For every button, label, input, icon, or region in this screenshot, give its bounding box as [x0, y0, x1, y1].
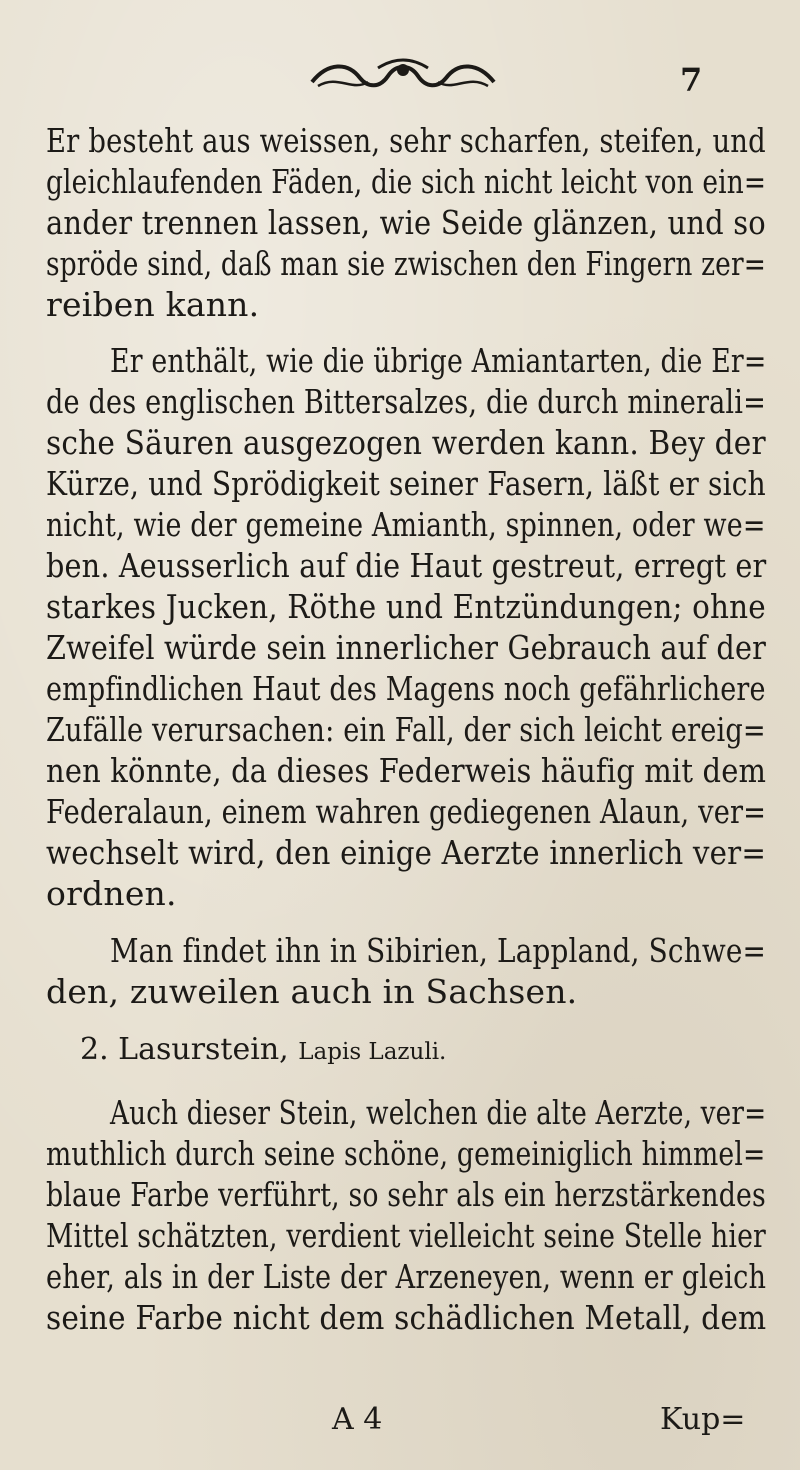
- text-line: nicht, wie der gemeine Amianth, spinnen, oder we=: [46, 505, 766, 544]
- text-line: Er besteht aus weissen, sehr scharfen, steifen, und: [46, 121, 766, 160]
- text-line: gleichlaufenden Fäden, die sich nicht leicht von ein=: [46, 162, 767, 201]
- text-line: den, zuweilen auch in Sachsen.: [46, 972, 578, 1011]
- text-line: spröde sind, daß man sie zwischen den Fingern zer=: [46, 244, 767, 283]
- printer-ornament-icon: [308, 52, 498, 98]
- text-line: Zweifel würde sein innerlicher Gebrauch auf der: [46, 628, 767, 667]
- text-line: sche Säuren ausgezogen werden kann. Bey der: [46, 423, 766, 462]
- section-title: Lasurstein,: [118, 1032, 289, 1067]
- section-number: 2.: [80, 1032, 109, 1067]
- text-line: de des englischen Bittersalzes, die durch minerali=: [46, 382, 767, 421]
- signature-mark: A 4: [332, 1402, 383, 1437]
- text-line: Mittel schätzten, verdient vielleicht seine Stelle hier: [46, 1216, 766, 1255]
- text-line: ordnen.: [46, 874, 177, 913]
- text-line: blaue Farbe verführt, so sehr als ein herzstärkendes: [46, 1175, 766, 1214]
- text-line: nen könnte, da dieses Federweis häufig mit dem: [46, 751, 767, 790]
- text-line: Kürze, und Sprödigkeit seiner Fasern, läßt er sich: [46, 464, 766, 503]
- catchword: Kup=: [660, 1402, 746, 1437]
- text-line: Auch dieser Stein, welchen die alte Aerzte, ver=: [110, 1093, 767, 1132]
- text-line: seine Farbe nicht dem schädlichen Metall, dem: [46, 1298, 767, 1337]
- text-line: ander trennen lassen, wie Seide glänzen, und so: [46, 203, 766, 242]
- section-latin-title: Lapis Lazuli.: [298, 1039, 447, 1065]
- text-line: Federalaun, einem wahren gediegenen Alaun, ver=: [46, 792, 767, 831]
- text-line: Zufälle verursachen: ein Fall, der sich leicht ereig=: [46, 710, 766, 749]
- text-line: muthlich durch seine schöne, gemeiniglich himmel=: [46, 1134, 766, 1173]
- text-line: empfindlichen Haut des Magens noch gefährlichere: [46, 669, 766, 708]
- text-line: wechselt wird, den einige Aerzte innerlich ver=: [46, 833, 767, 872]
- text-line: Er enthält, wie die übrige Amiantarten, die Er=: [110, 341, 767, 380]
- page-number: 7: [680, 61, 703, 99]
- text-line: Man findet ihn in Sibirien, Lappland, Schwe=: [110, 931, 767, 970]
- text-line: ben. Aeusserlich auf die Haut gestreut, erregt er: [46, 546, 767, 585]
- text-line: reiben kann.: [46, 285, 260, 324]
- text-line: eher, als in der Liste der Arzeneyen, wenn er gleich: [46, 1257, 767, 1296]
- section-heading: [80, 1030, 446, 1072]
- text-line: starkes Jucken, Röthe und Entzündungen; ohne: [46, 587, 766, 626]
